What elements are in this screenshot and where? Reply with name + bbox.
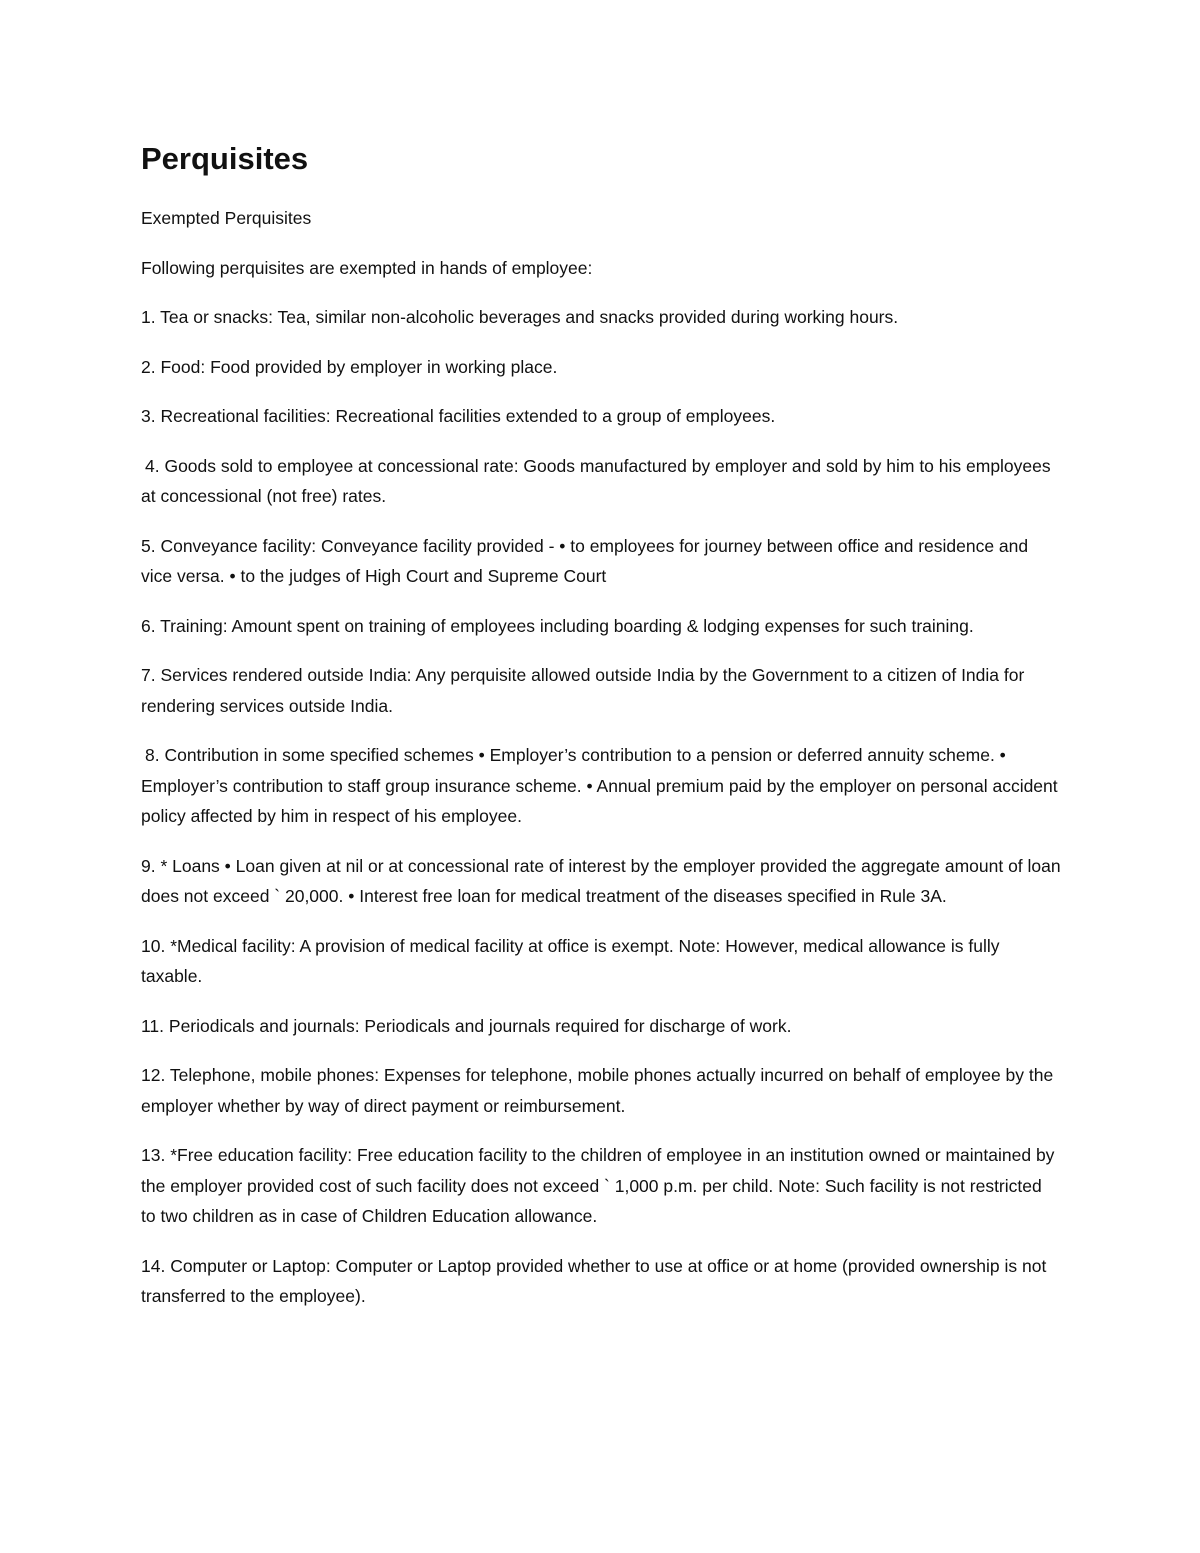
list-item: 9. * Loans • Loan given at nil or at concessional rate of interest by the employer provided the aggregate amount of loan does not exceed ` 20,000. • Interest free loan for medical treatment of the diseases specified in Rule 3A. xyxy=(141,855,1061,907)
section-subtitle: Exempted Perquisites xyxy=(141,208,312,229)
list-item: 10. *Medical facility: A provision of medical facility at office is exempt. Note: However, medical allowance is fully taxable. xyxy=(141,935,1000,987)
intro-paragraph: Following perquisites are exempted in hands of employee: xyxy=(141,257,593,278)
list-item: 8. Contribution in some specified schemes • Employer’s contribution to a pension or deferred annuity scheme. • Employer’s contribution to staff group insurance scheme. • Annual premium paid by the employer on personal accident policy affected by him in respect of his employee. xyxy=(141,745,1058,827)
document-body xyxy=(141,140,1061,1331)
list-item: 6. Training: Amount spent on training of employees including boarding & lodging expenses for such training. xyxy=(141,615,974,636)
list-item: 2. Food: Food provided by employer in working place. xyxy=(141,356,558,377)
list-item: 7. Services rendered outside India: Any perquisite allowed outside India by the Government to a citizen of India for rendering services outside India. xyxy=(141,665,1025,716)
list-item: 4. Goods sold to employee at concessional rate: Goods manufactured by employer and sold by him to his employees at concessional (not free) rates. xyxy=(141,455,1051,507)
list-item: 3. Recreational facilities: Recreational facilities extended to a group of employees. xyxy=(141,406,776,427)
list-item: 13. *Free education facility: Free education facility to the children of employee in an institution owned or maintained by the employer provided cost of such facility does not exceed ` 1,000 p.m. per child. Note: Such facility is not restricted to two children as in case of Children Education allowance. xyxy=(141,1145,1055,1227)
list-item: 5. Conveyance facility: Conveyance facility provided - • to employees for journey between office and residence and vice versa. • to the judges of High Court and Supreme Court xyxy=(141,535,1029,587)
document-title: Perquisites xyxy=(141,141,309,176)
list-item: 1. Tea or snacks: Tea, similar non-alcoholic beverages and snacks provided during working hours. xyxy=(141,307,899,328)
list-item: 11. Periodicals and journals: Periodicals and journals required for discharge of work. xyxy=(141,1015,792,1036)
list-item: 12. Telephone, mobile phones: Expenses for telephone, mobile phones actually incurred on behalf of employee by the employer whether by way of direct payment or reimbursement. xyxy=(141,1065,1054,1116)
list-item: 14. Computer or Laptop: Computer or Laptop provided whether to use at office or at home (provided ownership is not transferred to the employee). xyxy=(141,1255,1047,1307)
